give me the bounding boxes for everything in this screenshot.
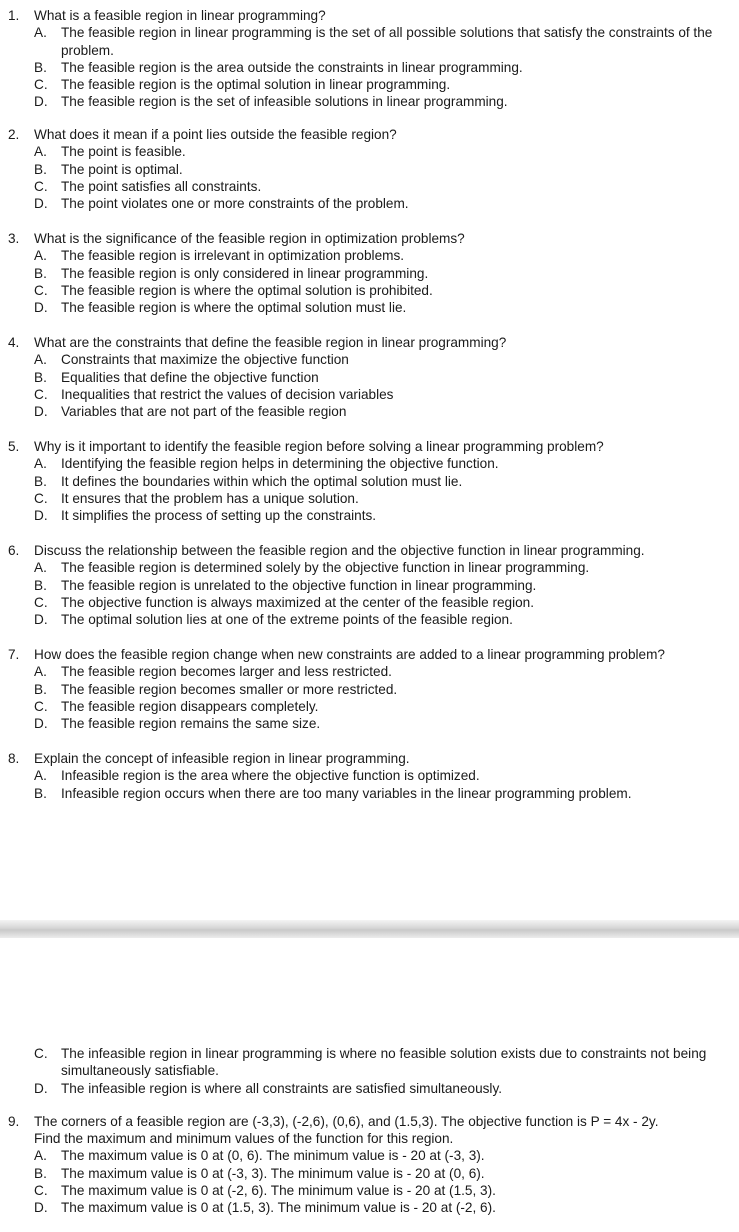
- option-3b[interactable]: [0, 265, 739, 282]
- question-number: 4.: [8, 335, 20, 350]
- option-letter: B.: [34, 1165, 47, 1181]
- option-1b[interactable]: [0, 59, 739, 76]
- option-letter: B.: [34, 577, 47, 593]
- option-letter: A.: [34, 25, 47, 41]
- option-4d[interactable]: [0, 403, 739, 420]
- option-text: The point is feasible.: [61, 144, 186, 160]
- option-letter: B.: [34, 785, 47, 801]
- question-7-prompt: [0, 646, 739, 663]
- option-text: Equalities that define the objective function: [61, 369, 319, 385]
- question-text: What is a feasible region in linear programming?: [34, 8, 326, 23]
- option-2c[interactable]: [0, 178, 739, 195]
- option-letter: D.: [34, 716, 48, 732]
- option-text: The feasible region is the optimal solution in linear programming.: [61, 77, 451, 93]
- option-letter: A.: [34, 144, 47, 160]
- option-9b[interactable]: [0, 1165, 739, 1182]
- option-text: It simplifies the process of setting up the constraints.: [61, 508, 377, 524]
- question-9: [0, 1113, 739, 1217]
- question-text: Discuss the relationship between the feasible region and the objective function in linear programming.: [34, 543, 645, 558]
- question-text-line-1: The corners of a feasible region are (-3,3), (-2,6), (0,6), and (1.5,3). The objective function is P = 4x - 2y.: [34, 1113, 659, 1129]
- option-text: The feasible region is the set of infeasible solutions in linear programming.: [61, 94, 508, 110]
- option-letter: B.: [34, 161, 47, 177]
- option-text: The point is optimal.: [61, 161, 183, 177]
- question-6: [0, 542, 739, 628]
- option-text: The feasible region remains the same size.: [61, 716, 321, 732]
- option-letter: A.: [34, 664, 47, 680]
- option-7c[interactable]: [0, 698, 739, 715]
- option-5a[interactable]: [0, 455, 739, 472]
- option-letter: A.: [34, 768, 47, 784]
- option-letter: C.: [34, 594, 48, 610]
- question-number: 2.: [8, 127, 20, 142]
- option-text: The feasible region is only considered in linear programming.: [61, 265, 429, 281]
- question-number: 8.: [8, 751, 20, 766]
- option-text: It defines the boundaries within which the optimal solution must lie.: [61, 473, 463, 489]
- option-letter: A.: [34, 560, 47, 576]
- option-7b[interactable]: [0, 681, 739, 698]
- option-2b[interactable]: [0, 161, 739, 178]
- question-3-prompt: [0, 230, 739, 247]
- option-text: The feasible region is irrelevant in optimization problems.: [61, 248, 405, 264]
- question-8-continued: [0, 1045, 739, 1097]
- option-8b[interactable]: [0, 785, 739, 802]
- option-6d[interactable]: [0, 611, 739, 628]
- option-text: The feasible region is the area outside the constraints in linear programming.: [61, 59, 523, 75]
- option-4c[interactable]: [0, 386, 739, 403]
- option-5b[interactable]: [0, 473, 739, 490]
- option-letter: A.: [34, 248, 47, 264]
- option-text: The maximum value is 0 at (-2, 6). The minimum value is - 20 at (1.5, 3).: [61, 1183, 496, 1199]
- option-9c[interactable]: [0, 1182, 739, 1199]
- option-text: The feasible region is where the optimal solution is prohibited.: [61, 282, 433, 298]
- question-number: 7.: [8, 647, 20, 662]
- option-3a[interactable]: [0, 247, 739, 264]
- option-text: Infeasible region is the area where the objective function is optimized.: [61, 768, 480, 784]
- option-letter: A.: [34, 456, 47, 472]
- question-text: What are the constraints that define the feasible region in linear programming?: [34, 335, 507, 350]
- option-text: The objective function is always maximized at the center of the feasible region.: [61, 594, 535, 610]
- option-letter: C.: [34, 1046, 48, 1061]
- question-text: Explain the concept of infeasible region in linear programming.: [34, 751, 410, 766]
- question-9-prompt: [0, 1113, 739, 1130]
- option-letter: D.: [34, 612, 48, 628]
- option-letter: B.: [34, 681, 47, 697]
- option-text: The maximum value is 0 at (-3, 3). The minimum value is - 20 at (0, 6).: [61, 1165, 485, 1181]
- option-text: The feasible region in linear programming is the set of all possible solutions that satisfy the constraints of the problem.: [61, 25, 713, 58]
- option-8d[interactable]: [0, 1080, 739, 1097]
- option-2a[interactable]: [0, 143, 739, 160]
- option-8c[interactable]: [0, 1045, 737, 1080]
- question-4-prompt: [0, 334, 739, 351]
- question-2: [0, 126, 739, 212]
- option-9d[interactable]: [0, 1199, 739, 1216]
- option-5c[interactable]: [0, 490, 739, 507]
- option-text: Constraints that maximize the objective function: [61, 352, 349, 368]
- option-letter: C.: [34, 282, 48, 298]
- option-letter: D.: [34, 196, 48, 212]
- question-text: Why is it important to identify the feasible region before solving a linear programming problem?: [34, 439, 604, 454]
- option-text: The maximum value is 0 at (1.5, 3). The minimum value is - 20 at (-2, 6).: [61, 1200, 496, 1216]
- question-9-prompt-line-2: [0, 1130, 739, 1147]
- option-letter: C.: [34, 178, 48, 194]
- option-letter: C.: [34, 386, 48, 402]
- option-letter: D.: [34, 94, 48, 110]
- option-1d[interactable]: [0, 93, 739, 110]
- option-7a[interactable]: [0, 663, 739, 680]
- option-text: The feasible region disappears completely.: [61, 698, 319, 714]
- question-2-prompt: [0, 126, 739, 143]
- option-letter: A.: [34, 1148, 47, 1164]
- option-text: Infeasible region occurs when there are too many variables in the linear programming problem.: [61, 785, 632, 801]
- option-6c[interactable]: [0, 594, 739, 611]
- question-number: 6.: [8, 543, 20, 558]
- option-5d[interactable]: [0, 507, 739, 524]
- question-5-prompt: [0, 438, 739, 455]
- question-number: 1.: [8, 8, 20, 23]
- question-number: 9.: [8, 1113, 20, 1129]
- option-letter: B.: [34, 473, 47, 489]
- option-letter: A.: [34, 352, 47, 368]
- option-letter: C.: [34, 490, 48, 506]
- option-text: The maximum value is 0 at (0, 6). The minimum value is - 20 at (-3, 3).: [61, 1148, 485, 1164]
- question-text: How does the feasible region change when new constraints are added to a linear programming problem?: [34, 647, 665, 662]
- option-letter: C.: [34, 698, 48, 714]
- question-5: [0, 438, 739, 524]
- option-text: Variables that are not part of the feasible region: [61, 404, 347, 420]
- option-4b[interactable]: [0, 369, 739, 386]
- question-1: [0, 7, 739, 111]
- question-number: 3.: [8, 231, 20, 246]
- question-7: [0, 646, 739, 732]
- option-4a[interactable]: [0, 351, 739, 368]
- option-1a[interactable]: [0, 24, 737, 59]
- option-6b[interactable]: [0, 577, 739, 594]
- question-3: [0, 230, 739, 316]
- option-letter: D.: [34, 508, 48, 524]
- question-8: [0, 750, 739, 802]
- option-letter: B.: [34, 265, 47, 281]
- option-text: Inequalities that restrict the values of decision variables: [61, 386, 394, 402]
- option-letter: D.: [34, 300, 48, 316]
- option-letter: D.: [34, 404, 48, 420]
- option-3d[interactable]: [0, 299, 739, 316]
- option-text: The optimal solution lies at one of the extreme points of the feasible region.: [61, 612, 513, 628]
- option-8a[interactable]: [0, 767, 739, 784]
- option-letter: C.: [34, 1183, 48, 1199]
- option-text: The infeasible region in linear programming is where no feasible solution exists due to constraints not being simultaneously satisfiable.: [61, 1046, 707, 1079]
- option-text: The feasible region becomes smaller or more restricted.: [61, 681, 398, 697]
- question-4: [0, 334, 739, 420]
- option-letter: B.: [34, 369, 47, 385]
- question-text-line-2: Find the maximum and minimum values of the function for this region.: [34, 1131, 454, 1147]
- question-text: What does it mean if a point lies outside the feasible region?: [34, 127, 397, 142]
- option-letter: D.: [34, 1200, 48, 1216]
- option-letter: D.: [34, 1080, 48, 1096]
- option-7d[interactable]: [0, 715, 739, 732]
- question-text: What is the significance of the feasible region in optimization problems?: [34, 231, 465, 246]
- option-text: The infeasible region is where all constraints are satisfied simultaneously.: [61, 1080, 503, 1096]
- option-9a[interactable]: [0, 1147, 739, 1164]
- option-text: Identifying the feasible region helps in determining the objective function.: [61, 456, 499, 472]
- option-text: The feasible region is where the optimal solution must lie.: [61, 300, 407, 316]
- option-letter: C.: [34, 77, 48, 93]
- option-text: The point satisfies all constraints.: [61, 178, 262, 194]
- option-2d[interactable]: [0, 195, 739, 212]
- option-text: The feasible region becomes larger and less restricted.: [61, 664, 392, 680]
- page-break-divider: [0, 920, 739, 938]
- option-letter: B.: [34, 59, 47, 75]
- option-1c[interactable]: [0, 76, 739, 93]
- option-text: It ensures that the problem has a unique solution.: [61, 490, 359, 506]
- option-3c[interactable]: [0, 282, 739, 299]
- question-8-prompt: [0, 750, 739, 767]
- question-1-prompt: [0, 7, 739, 24]
- option-6a[interactable]: [0, 559, 739, 576]
- question-6-prompt: [0, 542, 739, 559]
- option-text: The feasible region is unrelated to the objective function in linear programming.: [61, 577, 537, 593]
- question-number: 5.: [8, 439, 20, 454]
- quiz-page-bottom: [0, 1045, 739, 1217]
- option-text: The point violates one or more constraints of the problem.: [61, 196, 409, 212]
- option-text: The feasible region is determined solely by the objective function in linear programming.: [61, 560, 590, 576]
